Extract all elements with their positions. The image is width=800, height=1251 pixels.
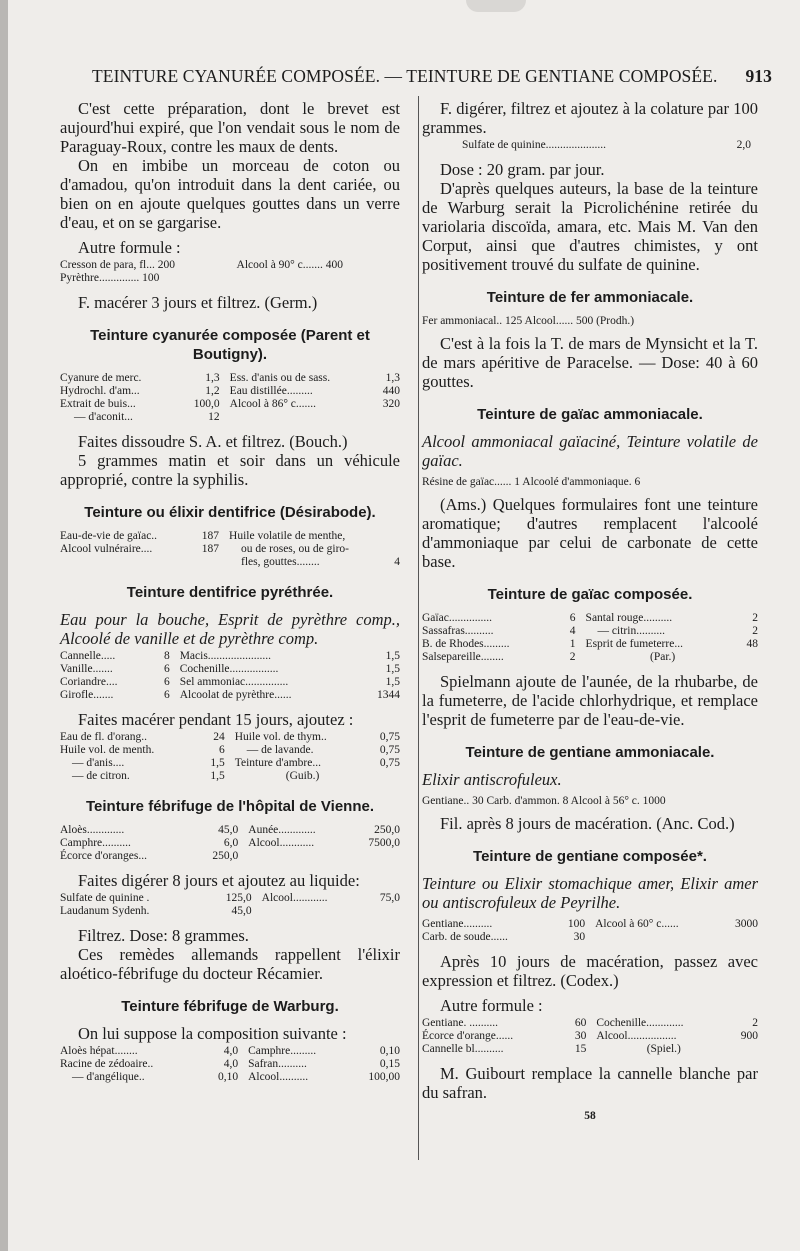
cell: Eau distillée......... [229,385,313,397]
cell: Coriandre.... [60,676,118,688]
cell: Sassafras.......... [422,625,494,637]
cell: 187 [201,530,220,542]
cell: Alcool à 86° c....... [229,398,317,410]
cell [723,931,758,944]
paragraph: Filtrez. Dose: 8 grammes. [78,926,249,945]
table-row [60,824,400,837]
cell: Cresson de para, fl... 200 [60,259,175,271]
table-row [60,744,400,757]
cell: 4 [394,556,400,568]
cell: 2 [752,612,758,624]
cell: Macis...................... [179,650,272,662]
ingredient-table [60,650,400,702]
table-row [60,770,400,783]
cell: 6 [163,663,170,675]
cell: — de citron. [72,770,130,782]
paragraph: On lui suppose la composition suivante : [78,1024,347,1043]
table-row [422,918,758,931]
cell: Aloès hépat........ [60,1045,138,1057]
ingredient-table [60,530,400,569]
cell: Pyrèthre.............. 100 [60,272,160,284]
cell: Carb. de soude...... [422,931,508,943]
cell: 1344 [377,689,400,701]
cell: Alcoolat de pyrèthre...... [179,689,292,701]
cell: 1,3 [385,372,400,384]
cell: 8 [163,650,170,662]
cell: B. de Rhodes......... [422,638,510,650]
cell: — d'anis.... [72,757,125,769]
table-row [422,638,758,651]
formula-line: Fer ammoniacal.. 125 Alcool...... 500 (Prodh.) [422,315,635,327]
cell: 7500,0 [368,837,400,849]
cell: Alcool............ [261,892,328,904]
cell [740,651,758,664]
table-row [60,272,400,285]
cell: Gentiane.......... [422,918,493,930]
cell: Cannelle bl.......... [422,1043,504,1055]
cell: 100,0 [193,398,220,410]
formula-line: Résine de gaïac...... 1 Alcoolé d'ammoniaque. 6 [422,476,641,488]
cell: 1,5 [385,650,400,662]
cell: Aunée............. [248,824,316,836]
table-row [60,1045,400,1058]
table-row [60,372,400,385]
cell: Sel ammoniac............... [179,676,289,688]
cell: Cochenille............. [596,1017,684,1029]
section-title: Teinture cyanurée composée (Parent et Boutigny). [90,327,370,363]
paragraph: M. Guibourt remplace la cannelle blanche par du safran. [422,1064,758,1102]
column-divider [418,96,419,1160]
paragraph: F. digérer, filtrez et ajoutez à la colature par 100 grammes. [422,99,758,137]
ingredient-table [462,139,751,152]
table-row [60,689,400,702]
table-row [60,850,400,863]
cell: Salsepareille........ [422,651,504,663]
table-row [60,731,400,744]
page-stain [466,0,526,12]
cell [262,905,368,918]
cell: Alcool à 60° c...... [595,918,679,930]
ingredient-table [60,259,400,285]
table-row [422,931,758,944]
cell: (Guib.) [285,770,320,782]
table-row [60,1058,400,1071]
cell: 1,5 [210,770,225,782]
table-row [60,259,400,272]
table-row [60,543,400,556]
cell: Laudanum Sydenh. [60,905,150,917]
table-row [422,1030,758,1043]
section-subtitle: Alcool ammoniacal gaïaciné, Teinture volatile de gaïac. [422,432,758,470]
section-title: Teinture fébrifuge de Warburg. [121,998,339,1015]
cell: 250,0 [212,850,239,862]
table-row [422,1017,758,1030]
section-subtitle: Elixir antiscrofuleux. [422,770,562,789]
cell: 0,10 [379,1045,400,1057]
table-row [60,385,400,398]
cell: Santal rouge.......... [585,612,673,624]
cell: 0,10 [217,1071,239,1083]
cell: Huile volatile de menthe, [229,530,346,542]
cell: 125,0 [225,892,252,904]
cell: 75,0 [379,892,400,904]
cell [60,556,192,569]
cell [375,411,400,424]
table-row [60,530,400,543]
cell: 1,3 [205,372,220,384]
cell: Sulfate de quinine . [60,892,150,904]
cell: 30 [573,931,586,943]
cell: 6 [163,676,170,688]
cell [248,850,351,863]
paragraph: Faites dissoudre S. A. et filtrez. (Bouch.) [78,432,348,451]
cell: 250,0 [374,824,400,836]
table-row [422,625,758,638]
paragraph: C'est cette préparation, dont le brevet est aujourd'hui expiré, que l'on vendait sous le nom de Paraguay-Roux, contre les maux de dents. [60,99,400,156]
cell: 45,0 [218,824,239,836]
cell: 320 [382,398,400,410]
cell: Girofle....... [60,689,114,701]
cell: Alcool............ [248,837,315,849]
table-row [422,1043,758,1056]
cell [595,931,723,944]
cell [237,272,400,285]
section-title: Teinture de gaïac ammoniacale. [477,406,703,423]
cell: 15 [574,1043,587,1055]
section-title: Teinture fébrifuge de l'hôpital de Vienne. [85,798,375,815]
cell: ou de roses, ou de giro- [241,543,349,555]
left-column [60,99,400,1092]
cell: 3000 [735,918,758,930]
cell: Huile vol. de thym.. [234,731,327,743]
cell: 4,0 [223,1045,239,1057]
cell: 100 [567,918,586,930]
cell: 45,0 [231,905,252,917]
cell: 1,2 [205,385,220,397]
cell: 2 [752,1017,758,1029]
paragraph: Faites digérer 8 jours et ajoutez au liquide: [78,871,360,890]
table-row [60,663,400,676]
table-row [60,398,400,411]
cell: Cyanure de merc. [60,372,142,384]
ingredient-table [60,1045,400,1084]
cell: 0,75 [379,757,400,769]
autre-formule-label: Autre formule : [440,996,543,1015]
table-row [60,757,400,770]
table-row [60,837,400,850]
cell: 100,00 [368,1071,400,1083]
ingredient-table [60,372,400,424]
ingredient-table [422,612,758,664]
paragraph: Faites macérer pendant 15 jours, ajoutez : [78,710,354,729]
section-subtitle: Eau pour la bouche, Esprit de pyrèthre comp., Alcoolé de vanille et de pyrèthre comp. [60,610,400,648]
cell: (Par.) [650,651,676,663]
section-subtitle: Teinture ou Elixir stomachique amer, Elixir amer ou antiscrofuleux de Peyrilhe. [422,874,758,912]
cell: Cochenille................. [179,663,279,675]
cell: Écorce d'oranges... [60,850,148,862]
paragraph: Après 10 jours de macération, passez avec expression et filtrez. (Codex.) [422,952,758,990]
table-row [60,650,400,663]
paragraph: Ces remèdes allemands rappellent l'élixir aloético-fébrifuge du docteur Récamier. [60,945,400,983]
section-title: Teinture de gentiane composée*. [473,848,707,865]
table-row [60,905,400,918]
paragraph: F. macérer 3 jours et filtrez. (Germ.) [78,293,318,312]
page-number: 913 [745,66,772,86]
table-row [422,651,758,664]
cell [392,530,400,543]
cell [392,543,400,556]
table-row [60,556,400,569]
paragraph: Dose : 20 gram. par jour. [440,160,605,179]
cell: Écorce d'orange...... [422,1030,514,1042]
cell: Racine de zédoaire.. [60,1058,154,1070]
cell [352,850,400,863]
cell: 2 [752,625,758,637]
cell: 2 [569,651,576,663]
cell: Teinture d'ambre... [234,757,321,769]
table-row [462,139,751,152]
section-title: Teinture dentifrice pyréthrée. [126,584,334,601]
section-title: Teinture de fer ammoniacale. [486,289,694,306]
cell: fles, gouttes........ [241,556,320,568]
cell: 1,5 [210,757,225,769]
cell: 1 [569,638,576,650]
ingredient-table [422,1017,758,1056]
cell: 0,15 [379,1058,400,1070]
cell: Huile vol. de menth. [60,744,155,756]
cell: Alcool vulnéraire.... [60,543,153,555]
cell: 1,5 [385,663,400,675]
cell: 0,75 [379,744,400,756]
cell: 48 [746,638,758,650]
cell: Gentiane. .......... [422,1017,499,1029]
table-row [60,411,400,424]
ingredient-table [60,731,400,783]
section-title: Teinture de gaïac composée. [487,586,693,603]
cell: Cannelle..... [60,650,116,662]
cell: 60 [574,1017,587,1029]
cell: 1,5 [385,676,400,688]
paragraph: On en imbibe un morceau de coton ou d'amadou, qu'on introduit dans la dent cariée, ou bien on en ajoute quelques gouttes dans un verre d'eau, et on se gargarise. [60,156,400,232]
cell: 440 [382,385,400,397]
cell: — citrin.......... [597,625,665,637]
autre-formule-label: Autre formule : [78,238,181,257]
signature-mark: 58 [584,1110,596,1122]
ingredient-table [60,824,400,863]
cell: 12 [208,411,220,423]
table-row [60,1071,400,1084]
cell: 2,0 [736,139,751,151]
table-row [422,612,758,625]
cell [731,1043,758,1056]
section-title: Teinture de gentiane ammoniacale. [465,744,715,761]
running-header [92,66,772,87]
paragraph: Spielmann ajoute de l'aunée, de la rhubarbe, de la fumeterre, de l'acide chlorhydrique, et remplace l'esprit de fumeterre par de l'eau-de-vie. [422,672,758,729]
cell: 30 [574,1030,587,1042]
cell: Alcool à 90° c....... 400 [236,259,343,271]
cell: Extrait de buis... [60,398,136,410]
ingredient-table [60,892,400,918]
cell: 900 [740,1030,758,1042]
cell: Eau-de-vie de gaïac.. [60,530,158,542]
cell: Ess. d'anis ou de sass. [229,372,331,384]
cell [192,556,229,569]
cell: 4,0 [223,1058,239,1070]
section-title: Teinture ou élixir dentifrice (Désirabode). [84,504,376,521]
cell: Vanille....... [60,663,113,675]
cell: Camphre.......... [60,837,131,849]
cell: 6 [219,744,225,756]
cell: Sulfate de quinine..................... [462,139,607,151]
ingredient-table [422,918,758,944]
cell [368,905,400,918]
cell: 24 [213,731,225,743]
paragraph: (Ams.) Quelques formulaires font une teinture aromatique; d'autres remplacent l'alcoolé d'ammoniaque par celui de carbonate de cette base. [422,495,758,571]
cell: Esprit de fumeterre... [585,638,683,650]
cell: Alcool................. [596,1030,677,1042]
cell: Alcool.......... [248,1071,309,1083]
cell: 6 [569,612,576,624]
cell: — d'aconit... [74,411,133,423]
cell [370,770,400,783]
cell: Gaïac............... [422,612,492,624]
cell: Hydrochl. d'am... [60,385,140,397]
paragraph: 5 grammes matin et soir dans un véhicule approprié, contre la syphilis. [60,451,400,489]
cell: Camphre......... [248,1045,317,1057]
right-column [422,99,758,1123]
cell [230,411,375,424]
cell: Aloès............. [60,824,125,836]
cell: 6,0 [223,837,239,849]
cell: Eau de fl. d'orang.. [60,731,148,743]
cell: 4 [569,625,576,637]
running-title: TEINTURE CYANURÉE COMPOSÉE. — TEINTURE DE GENTIANE COMPOSÉE. [92,66,718,86]
cell: 0,75 [379,731,400,743]
formula-line: Gentiane.. 30 Carb. d'ammon. 8 Alcool à 56° c. 1000 [422,795,666,807]
cell: 6 [163,689,170,701]
paragraph: Fil. après 8 jours de macération. (Anc. Cod.) [440,814,735,833]
table-row [60,892,400,905]
paragraph: C'est à la fois la T. de mars de Mynsicht et la T. de mars apéritive de Paracelse. — Dose: 40 à 60 gouttes. [422,334,758,391]
cell: — d'angélique.. [72,1071,145,1083]
cell: 187 [201,543,220,555]
cell: — de lavande. [246,744,314,756]
paragraph: D'après quelques auteurs, la base de la teinture de Warburg serait la Picrolichénine retirée du variolaria discoïda, amara, etc. Mais M. Van den Corput, ainsi que d'autres chimistes, y ont positivement trouvé du sulfate de quinine. [422,179,758,274]
table-row [60,676,400,689]
cell: (Spiel.) [646,1043,681,1055]
cell: Safran.......... [248,1058,307,1070]
